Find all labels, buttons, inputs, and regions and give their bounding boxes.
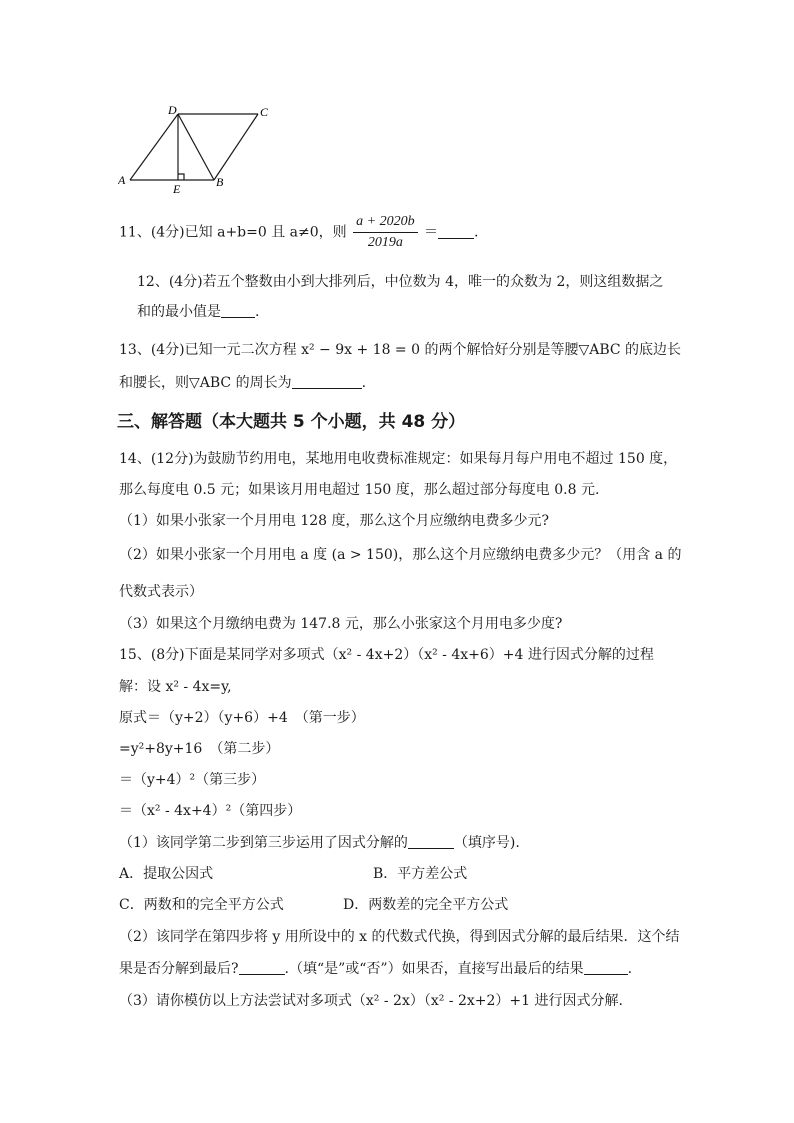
- q11-numerator: a + 2020b: [353, 214, 417, 233]
- q12-end: .: [255, 304, 260, 320]
- q15-step2: =y²+8y+16 （第二步）: [119, 741, 280, 757]
- q15-step4: ＝（x² - 4x+4）²（第四步）: [119, 803, 302, 819]
- q11-end: .: [474, 224, 479, 241]
- q15-part2-line2: [119, 958, 632, 978]
- q15-part2-blank-1[interactable]: [239, 960, 285, 975]
- q15-step0: 解：设 x² - 4x=y,: [119, 679, 232, 695]
- q15-intro: 15、(8分)下面是某同学对多项式（x² - 4x+2）（x² - 4x+6）+4 进行因式分解的过程: [119, 647, 654, 663]
- q13-line2: 和腰长，则▽ABC 的周长为: [119, 375, 292, 391]
- question-11: [119, 214, 478, 251]
- q11-fraction: [353, 214, 417, 251]
- q13-line1: 13、(4分)已知一元二次方程 x² − 9x + 18 = 0 的两个解恰好分别是等腰▽ABC 的底边长: [119, 342, 682, 358]
- q14-line2: 那么每度电 0.5 元；如果该月用电超过 150 度，那么超过部分每度电 0.8 元.: [119, 482, 600, 498]
- q12-answer-blank[interactable]: [221, 303, 255, 318]
- label-a: A: [118, 173, 126, 187]
- q15-option-c: C．两数和的完全平方公式: [119, 897, 284, 913]
- right-angle-mark: [178, 174, 184, 180]
- q13-answer-blank[interactable]: [292, 374, 362, 389]
- q14-part1: （1）如果小张家一个月用电 128 度，那么这个月应缴纳电费多少元?: [119, 513, 550, 529]
- q14-part3: （3）如果这个月缴纳电费为 147.8 元，那么小张家这个月用电多少度?: [119, 616, 563, 632]
- q12-line2: 和的最小值是: [137, 304, 221, 320]
- q15-option-b: B．平方差公式: [373, 866, 468, 882]
- q15-part1-end: （填序号).: [453, 835, 520, 851]
- q11-prefix: 11、(4分)已知 a+b=0 且 a≠0，则: [119, 224, 347, 241]
- parallelogram-figure: [118, 100, 288, 195]
- q15-part1-blank[interactable]: [408, 834, 454, 849]
- segment-da: [130, 114, 178, 180]
- q15-option-a: A．提取公因式: [119, 866, 214, 882]
- q15-part2-blank-2[interactable]: [584, 960, 628, 975]
- q15-part1: [119, 832, 520, 852]
- q15-option-d: D．两数差的完全平方公式: [343, 897, 509, 913]
- q15-part2-line1: （2）该同学在第四步将 y 用所设中的 x 的代数式代换，得到因式分解的最后结果．这个结: [119, 929, 680, 945]
- q14-part2-line1: （2）如果小张家一个月用电 a 度 (a > 150)，那么这个月应缴纳电费多少元？（用含 a 的: [119, 547, 682, 563]
- q15-part3: （3）请你模仿以上方法尝试对多项式（x² - 2x）（x² - 2x+2）+1 进行因式分解.: [119, 993, 623, 1009]
- q11-answer-blank[interactable]: [438, 224, 474, 239]
- q15-step3: ＝（y+4）²（第三步）: [119, 772, 266, 788]
- label-b: B: [216, 175, 224, 189]
- q15-part1-text: （1）该同学第二步到第三步运用了因式分解的: [119, 835, 408, 851]
- q15-step1: 原式＝（y+2）（y+6）+4 （第一步）: [119, 710, 365, 726]
- segment-db: [178, 114, 214, 180]
- label-c: C: [260, 105, 269, 119]
- section-3-title: 三、解答题（本大题共 5 个小题，共 48 分）: [117, 412, 466, 432]
- q14-line1: 14、(12分)为鼓励节约用电，某地用电收费标准规定：如果每月每户用电不超过 150 度，: [119, 451, 678, 467]
- label-d: D: [168, 103, 177, 117]
- q12-line1: 12、(4分)若五个整数由小到大排列后，中位数为 4，唯一的众数为 2，则这组数据之: [137, 274, 664, 290]
- q15-part2-text-2: .（填“是”或“否”）如果否，直接写出最后的结果: [284, 961, 584, 977]
- label-e: E: [173, 182, 181, 195]
- q11-equals: ＝: [424, 224, 439, 241]
- question-13-line2: [119, 372, 366, 392]
- q13-end: .: [361, 375, 367, 391]
- q15-part2-end: .: [627, 961, 633, 977]
- question-12-line2: [137, 301, 259, 321]
- segment-bc: [214, 114, 258, 180]
- q14-part2-line2: 代数式表示）: [119, 584, 203, 600]
- q11-denominator: 2019a: [367, 235, 403, 250]
- q15-part2-text: 果是否分解到最后?: [119, 961, 239, 977]
